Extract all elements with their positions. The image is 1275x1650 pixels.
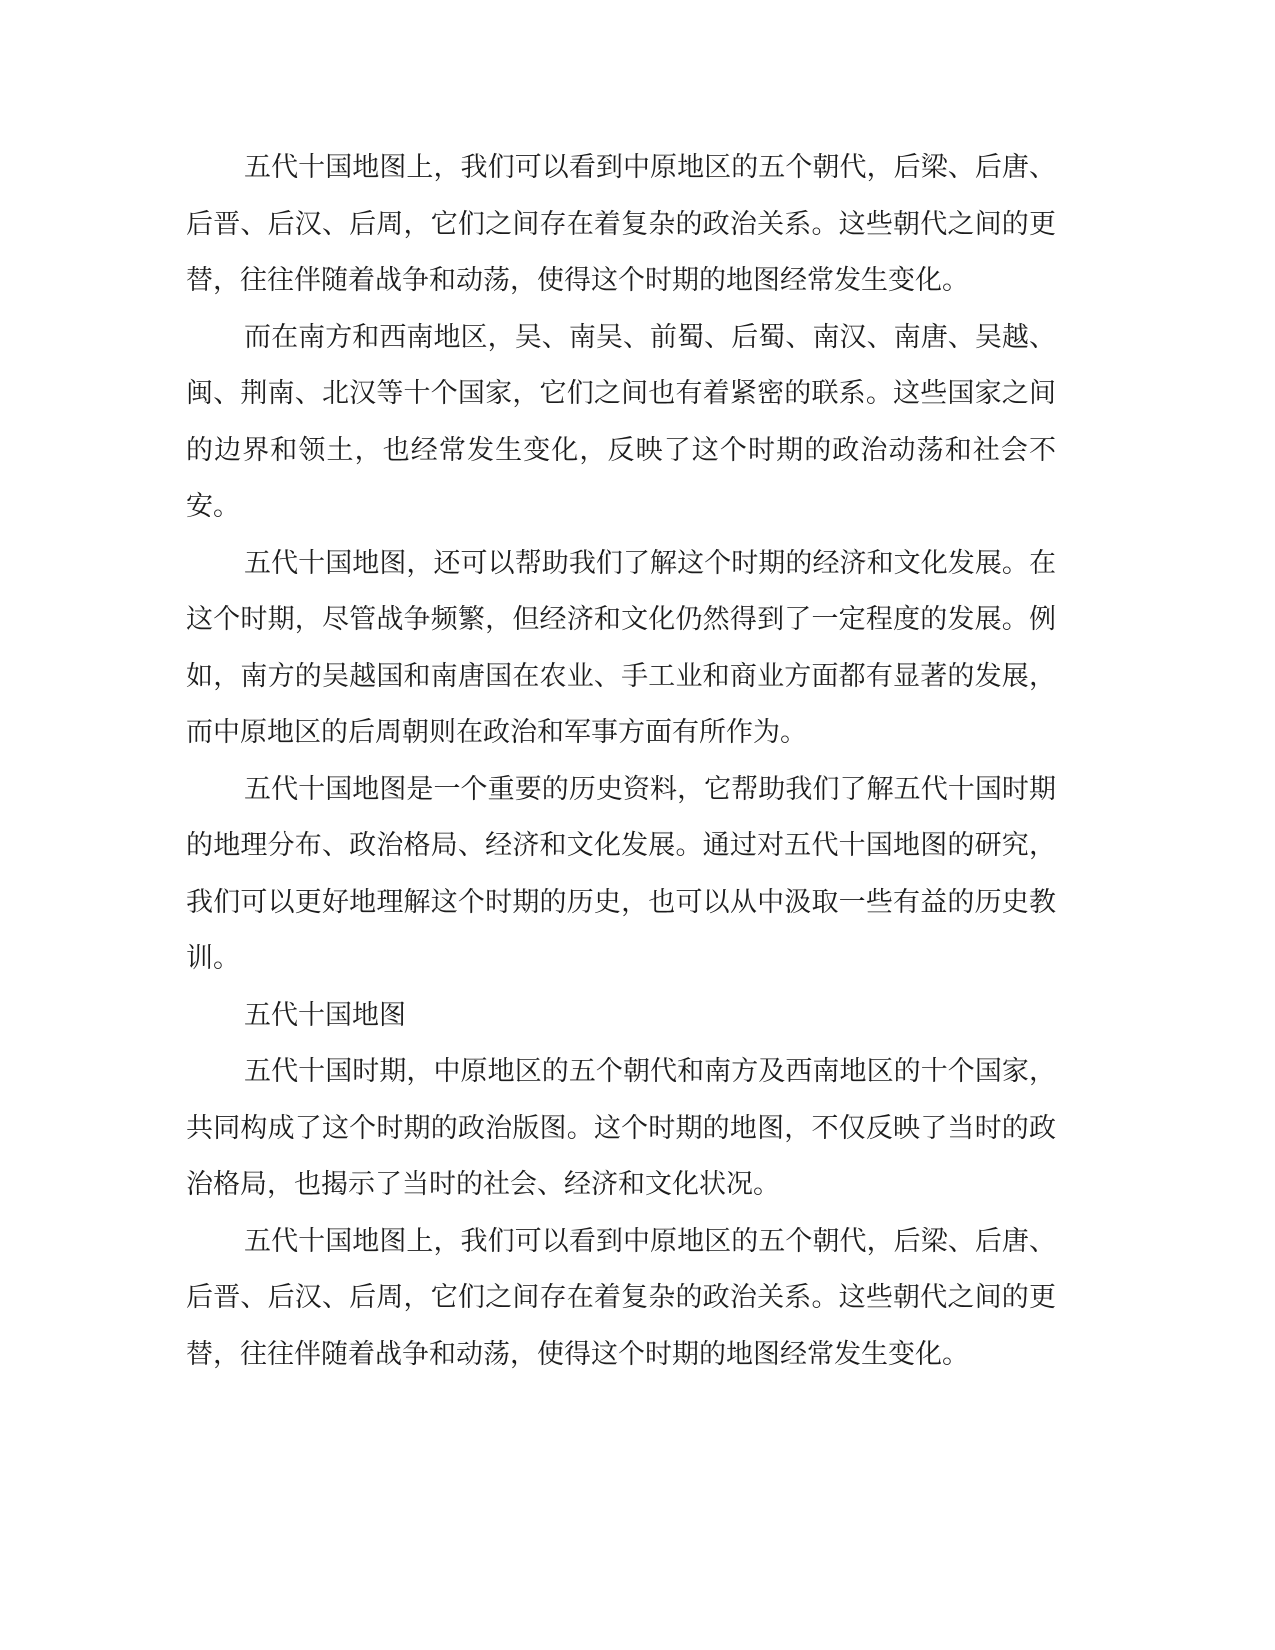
section-heading: 五代十国地图 — [244, 999, 406, 1031]
paragraph: 五代十国地图上，我们可以看到中原地区的五个朝代，后梁、后唐、后晋、后汉、后周，它们之间存在着复杂的政治关系。这些朝代之间的更替，往往伴随着战争和动荡，使得这个时期的地图经常发生变化。 — [186, 152, 1056, 296]
paragraph: 五代十国地图是一个重要的历史资料，它帮助我们了解五代十国时期的地理分布、政治格局、经济和文化发展。通过对五代十国地图的研究，我们可以更好地理解这个时期的历史，也可以从中汲取一些有益的历史教训。 — [186, 773, 1056, 974]
paragraph: 五代十国地图，还可以帮助我们了解这个时期的经济和文化发展。在这个时期，尽管战争频繁，但经济和文化仍然得到了一定程度的发展。例如，南方的吴越国和南唐国在农业、手工业和商业方面都有显著的发展，而中原地区的后周朝则在政治和军事方面有所作为。 — [186, 547, 1056, 748]
paragraph: 而在南方和西南地区，吴、南吴、前蜀、后蜀、南汉、南唐、吴越、闽、荆南、北汉等十个国家，它们之间也有着紧密的联系。这些国家之间的边界和领土，也经常发生变化，反映了这个时期的政治动荡和社会不安。 — [186, 321, 1056, 522]
document-page — [186, 140, 1056, 1383]
paragraph: 五代十国地图上，我们可以看到中原地区的五个朝代，后梁、后唐、后晋、后汉、后周，它们之间存在着复杂的政治关系。这些朝代之间的更替，往往伴随着战争和动荡，使得这个时期的地图经常发生变化。 — [186, 1225, 1056, 1370]
paragraph: 五代十国时期，中原地区的五个朝代和南方及西南地区的十个国家，共同构成了这个时期的政治版图。这个时期的地图，不仅反映了当时的政治格局，也揭示了当时的社会、经济和文化状况。 — [186, 1056, 1056, 1200]
